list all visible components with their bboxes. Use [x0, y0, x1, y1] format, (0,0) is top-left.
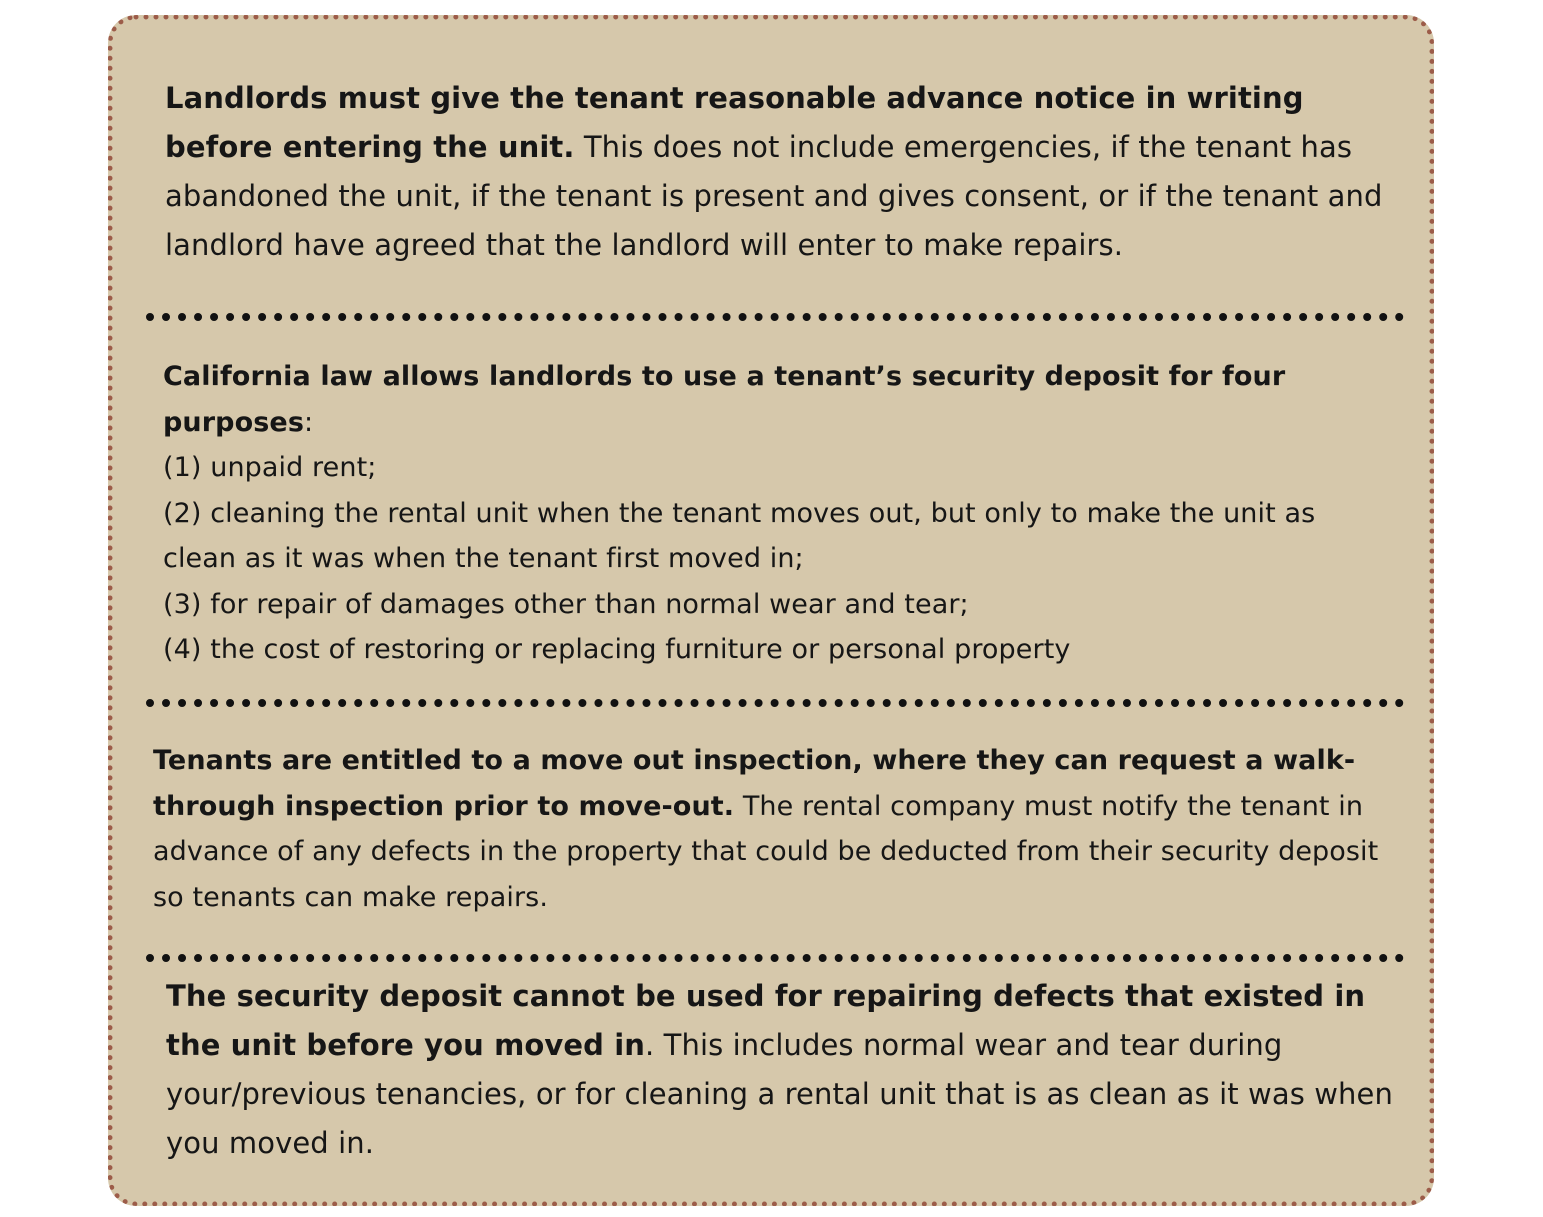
section-pre-existing-defects: [166, 972, 1406, 1168]
section-heading-bold: Landlords must give the tenant reasonable advance notice in writing before entering the unit.: [165, 81, 1304, 164]
list-item: (2) cleaning the rental unit when the tenant moves out, but only to make the unit as clean as it was when the tenant first moved in;: [163, 497, 1316, 574]
list-item: (1) unpaid rent;: [163, 452, 377, 483]
section-body-text: :: [304, 406, 314, 438]
section-heading-bold: California law allows landlords to use a tenant’s security deposit for four purposes: [163, 361, 1286, 438]
dotted-divider: [146, 699, 1404, 707]
section-heading-bold: The security deposit cannot be used for repairing defects that existed in the unit before you moved in: [166, 979, 1366, 1062]
section-paragraph: [153, 738, 1413, 920]
dotted-divider: [146, 954, 1404, 962]
info-card: [108, 15, 1434, 1206]
list-item: (3) for repair of damages other than normal wear and tear;: [163, 588, 969, 620]
list-item: (4) the cost of restoring or replacing furniture or personal property: [163, 634, 1071, 665]
section-heading-bold: Tenants are entitled to a move out inspection, where they can request a walk-through inspection prior to move-out.: [153, 745, 1356, 822]
section-move-out-inspection: [153, 738, 1413, 920]
section-security-deposit-purposes: [163, 354, 1393, 673]
section-paragraph: [165, 74, 1395, 270]
section-body-text: The rental company must notify the tenant in advance of any defects in the property that could be deducted from their security deposit so tenants can make repairs.: [153, 790, 1379, 913]
dotted-divider: [146, 313, 1404, 321]
section-paragraph: [163, 354, 1393, 445]
section-body-text: This does not include emergencies, if the tenant has abandoned the unit, if the tenant is present and gives consent, or if the tenant and landlord have agreed that the landlord will enter to make repairs.: [165, 130, 1383, 262]
section-body-text: . This includes normal wear and tear during your/previous tenancies, or for cleaning a rental unit that is as clean as it was when you moved in.: [166, 1028, 1393, 1160]
section-paragraph: [166, 972, 1406, 1168]
section-entry-notice: [165, 74, 1395, 270]
